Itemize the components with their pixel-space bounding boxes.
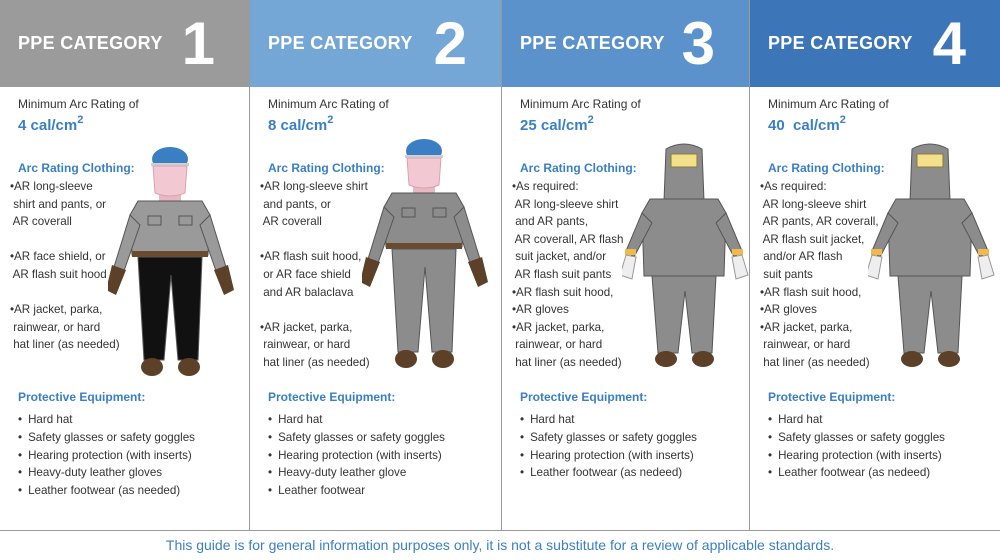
clothing-line: hat liner (as needed) [760,355,870,369]
arc-rating [768,114,846,134]
equipment-list [520,411,697,482]
category-number: 3 [681,9,715,77]
category-column-3 [502,0,750,531]
min-rating-label: Minimum Arc Rating of [268,97,389,111]
clothing-line: or AR face shield [260,267,351,281]
category-header [750,0,1000,87]
worker-cat4-icon [868,141,998,376]
arc-rating-exponent: 2 [77,114,84,126]
clothing-line: hat liner (as needed) [10,338,120,352]
clothing-line: •AR jacket, parka, [10,303,103,317]
clothing-line: AR coverall [260,215,322,229]
clothing-line: •AR long-sleeve shirt [260,180,368,193]
category-label: PPE CATEGORY [768,33,913,53]
equipment-item: • Hard hat [18,411,195,429]
equipment-item: • Safety glasses or safety goggles [18,429,195,447]
equipment-list [18,411,195,500]
clothing-line: suit pants [760,267,813,281]
equipment-item: • Hard hat [768,411,945,429]
equipment-item: • Hearing protection (with inserts) [768,447,945,465]
arc-rating-exponent: 2 [839,114,846,126]
clothing-title: Arc Rating Clothing: [268,161,385,175]
min-rating-label: Minimum Arc Rating of [768,97,889,111]
disclaimer-footer: This guide is for general information purposes only, it is not a substitute for a review of applicable standards. [165,537,835,553]
clothing-line: •AR flash suit hood, [760,285,862,299]
clothing-line: AR long-sleeve shirt [760,197,867,211]
clothing-line: AR coverall [10,215,72,229]
category-header [0,0,249,87]
equipment-item: • Hearing protection (with inserts) [18,447,195,465]
clothing-line: AR long-sleeve shirt [512,197,619,211]
clothing-title: Arc Rating Clothing: [768,161,885,175]
category-label: PPE CATEGORY [520,33,665,53]
equipment-item: • Heavy-duty leather glove [268,464,445,482]
equipment-title: Protective Equipment: [18,390,146,404]
category-column-4 [750,0,1000,531]
equipment-title: Protective Equipment: [268,390,396,404]
equipment-item: • Hard hat [520,411,697,429]
equipment-item: • Hearing protection (with inserts) [268,447,445,465]
clothing-line: AR pants, AR coverall, [760,215,879,229]
worker-cat2-icon [362,137,492,387]
equipment-item: • Safety glasses or safety goggles [268,429,445,447]
clothing-line: rainwear, or hard [512,338,603,352]
category-number: 4 [932,9,966,77]
clothing-line: suit jacket, and/or [512,250,607,264]
category-label: PPE CATEGORY [18,33,163,53]
category-label: PPE CATEGORY [268,33,413,53]
clothing-line: •AR jacket, parka, [512,320,605,334]
clothing-line: and pants, or [260,197,331,211]
equipment-title: Protective Equipment: [768,390,896,404]
min-rating-label: Minimum Arc Rating of [520,97,641,111]
equipment-item: • Hard hat [268,411,445,429]
category-header [250,0,501,87]
category-number: 1 [181,9,215,77]
category-column-1 [0,0,250,531]
arc-rating-exponent: 2 [587,114,594,126]
clothing-title: Arc Rating Clothing: [520,161,637,175]
equipment-item: • Hearing protection (with inserts) [520,447,697,465]
clothing-line: hat liner (as needed) [260,355,370,369]
clothing-line: •AR gloves [512,303,569,317]
min-rating-label: Minimum Arc Rating of [18,97,139,111]
worker-cat3-icon [622,141,752,376]
clothing-line: •As required: [760,180,827,193]
category-header [502,0,749,87]
clothing-line: hat liner (as needed) [512,355,622,369]
clothing-line: •AR flash suit hood, [260,250,362,264]
clothing-line: shirt and pants, or [10,197,107,211]
category-number: 2 [433,9,467,77]
clothing-line: •AR face shield, or [10,250,106,264]
clothing-line: rainwear, or hard [10,320,101,334]
equipment-title: Protective Equipment: [520,390,648,404]
worker-cat1-icon [108,145,238,395]
arc-rating [520,114,594,134]
clothing-line: •AR jacket, parka, [760,320,853,334]
clothing-line: AR flash suit hood [10,267,107,281]
arc-rating [18,114,84,134]
category-body [250,87,501,531]
category-body [0,87,249,531]
clothing-line: AR coverall, AR flash [512,232,624,246]
clothing-line: rainwear, or hard [260,338,351,352]
arc-rating-value: 40 cal/cm [768,117,840,134]
equipment-item: • Safety glasses or safety goggles [520,429,697,447]
arc-rating [268,114,334,134]
clothing-line: rainwear, or hard [760,338,851,352]
category-body [502,87,749,531]
clothing-line: AR flash suit jacket, [760,232,865,246]
clothing-line: •AR gloves [760,303,817,317]
equipment-item: • Safety glasses or safety goggles [768,429,945,447]
clothing-line: •AR jacket, parka, [260,320,353,334]
clothing-line: •AR flash suit hood, [512,285,614,299]
arc-rating-exponent: 2 [327,114,334,126]
clothing-line: and AR balaclava [260,285,354,299]
category-column-2 [250,0,502,531]
equipment-item: • Heavy-duty leather gloves [18,464,195,482]
arc-rating-value: 4 cal/cm [18,117,78,134]
clothing-title: Arc Rating Clothing: [18,161,135,175]
clothing-line: AR flash suit pants [512,267,612,281]
equipment-list [268,411,445,500]
category-body [750,87,1000,531]
equipment-item: • Leather footwear (as nedeed) [768,464,945,482]
clothing-line: and/or AR flash [760,250,843,264]
clothing-line: •As required: [512,180,579,193]
equipment-list [768,411,945,482]
equipment-item: • Leather footwear [268,482,445,500]
clothing-line: •AR long-sleeve [10,180,93,193]
arc-rating-value: 25 cal/cm [520,117,588,134]
equipment-item: • Leather footwear (as nedeed) [520,464,697,482]
arc-rating-value: 8 cal/cm [268,117,328,134]
clothing-line: and AR pants, [512,215,589,229]
equipment-item: • Leather footwear (as needed) [18,482,195,500]
